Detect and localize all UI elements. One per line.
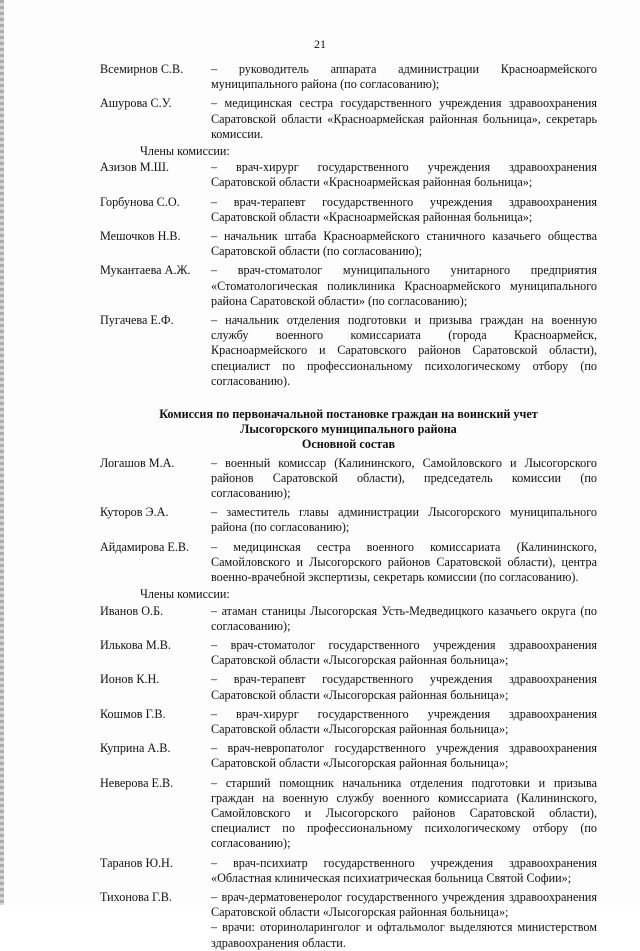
person-name: Иванов О.Б. [100, 603, 164, 618]
person-name: Ашурова С.У. [100, 96, 172, 111]
person-role: – врач-психиатр государственного учреждения здравоохранения «Областная клиническая психиатрическая больница Святой Софии»; [211, 855, 597, 885]
members-label: Члены комиссии: [140, 144, 230, 159]
person-role: – врач-хирург государственного учреждения здравоохранения Саратовской области «Лысогорская районная больница»; [211, 706, 597, 736]
page-number: 21 [314, 37, 326, 51]
person-role: – медицинская сестра государственного учреждения здравоохранения Саратовской области «Красноармейская районная больница», секретарь комиссии. [211, 96, 597, 141]
list-item [100, 604, 597, 634]
list-item [100, 707, 597, 737]
person-name: Кошмов Г.В. [100, 706, 166, 721]
list-item [100, 638, 597, 668]
person-role: – врач-невропатолог государственного учреждения здравоохранения Саратовской области «Лысогорская районная больница»; [211, 741, 597, 771]
list-item [100, 195, 597, 225]
person-name: Мукантаева А.Ж. [100, 263, 191, 278]
person-role: – военный комиссар (Калининского, Самойловского и Лысогорского районов Саратовской области), председатель комиссии (по согласованию); [211, 455, 597, 501]
person-name: Азизов М.Ш. [100, 160, 170, 175]
list-item [100, 62, 597, 92]
person-role: – врач-стоматолог государственного учреждения здравоохранения Саратовской области «Лысогорская районная больница»; [211, 637, 597, 668]
person-name: Таранов Ю.Н. [100, 855, 173, 870]
list-item [100, 456, 597, 502]
list-item [100, 672, 597, 702]
scan-edge [0, 0, 4, 905]
closing-note: – врачи: оториноларинголог и офтальмолог выделяются министерством здравоохранения области. [211, 920, 597, 950]
person-name: Мешочков Н.В. [100, 229, 181, 244]
person-role: – врач-терапевт государственного учреждения здравоохранения Саратовской области «Лысогорская районная больница»; [211, 672, 597, 702]
person-name: Логашов М.А. [100, 455, 175, 470]
person-role: – руководитель аппарата администрации Красноармейского муниципального района (по согласованию); [211, 62, 597, 92]
list-item [100, 540, 597, 586]
list-item [100, 776, 597, 852]
person-role: – старший помощник начальника отделения подготовки и призыва граждан на военную службу военного комиссариата (Калининского, Самойловского и Лысогорского районов Саратовской области), специалист по профессиональному психологическому отбору (по согласованию); [211, 775, 597, 851]
person-role: – врач-дерматовенеролог государственного учреждения здравоохранения Саратовской области «Лысогорская районная больница»; [211, 889, 597, 920]
person-name: Куторов Э.А. [100, 505, 169, 520]
list-item [100, 505, 597, 535]
list-item [100, 856, 597, 886]
list-item [100, 96, 597, 142]
list-item [100, 313, 597, 389]
person-role: – заместитель главы администрации Лысогорского муниципального района (по согласованию); [211, 505, 597, 535]
person-name: Илькова М.В. [100, 637, 171, 652]
person-name: Тихонова Г.В. [100, 889, 172, 904]
section-title-line-2: Лысогорского муниципального района [240, 422, 457, 437]
person-role: – начальник штаба Красноармейского станичного казачьего общества Саратовской области (по согласованию); [211, 229, 597, 259]
person-name: Неверова Е.В. [100, 775, 174, 790]
person-role: – врач-хирург государственного учреждения здравоохранения Саратовской области «Красноармейская районная больница»; [211, 160, 597, 190]
person-role: – атаман станицы Лысогорская Усть-Медведицкого казачьего округа (по согласованию); [211, 603, 597, 633]
person-role: – начальник отделения подготовки и призыва граждан на военную службу военного комиссариата (города Красноармейск, Красноармейского и Саратовского районов Саратовской области), специалист по профессиональному психологическому отбору (по согласованию). [211, 313, 597, 388]
person-role: – врач-стоматолог муниципального унитарного предприятия «Стоматологическая поликлиника Красноармейского муниципального района Саратовской области» (по согласованию); [211, 263, 597, 308]
list-item [100, 741, 597, 771]
list-item [100, 263, 597, 309]
person-name: Пугачева Е.Ф. [100, 313, 174, 328]
person-name: Куприна А.В. [100, 741, 171, 756]
list-item [100, 229, 597, 259]
section-subtitle: Основной состав [301, 437, 396, 452]
members-label: Члены комиссии: [140, 587, 230, 602]
person-name: Айдамирова Е.В. [100, 539, 190, 554]
section-heading [100, 407, 597, 453]
person-role: – врач-терапевт государственного учреждения здравоохранения Саратовской области «Красноармейская районная больница»; [211, 194, 597, 224]
person-name: Горбунова С.О. [100, 194, 180, 209]
person-role: – медицинская сестра военного комиссариата (Калининского, Самойловского и Лысогорского районов Саратовской области), центра военно-врачебной экспертизы, секретарь комиссии (по согласованию). [211, 539, 597, 585]
document-body [100, 62, 597, 951]
person-name: Всемирнов С.В. [100, 62, 184, 76]
section-title-line-1: Комиссия по первоначальной постановке граждан на воинский учет [159, 407, 538, 422]
list-item [100, 890, 597, 920]
person-name: Ионов К.Н. [100, 672, 160, 687]
list-item [100, 160, 597, 190]
